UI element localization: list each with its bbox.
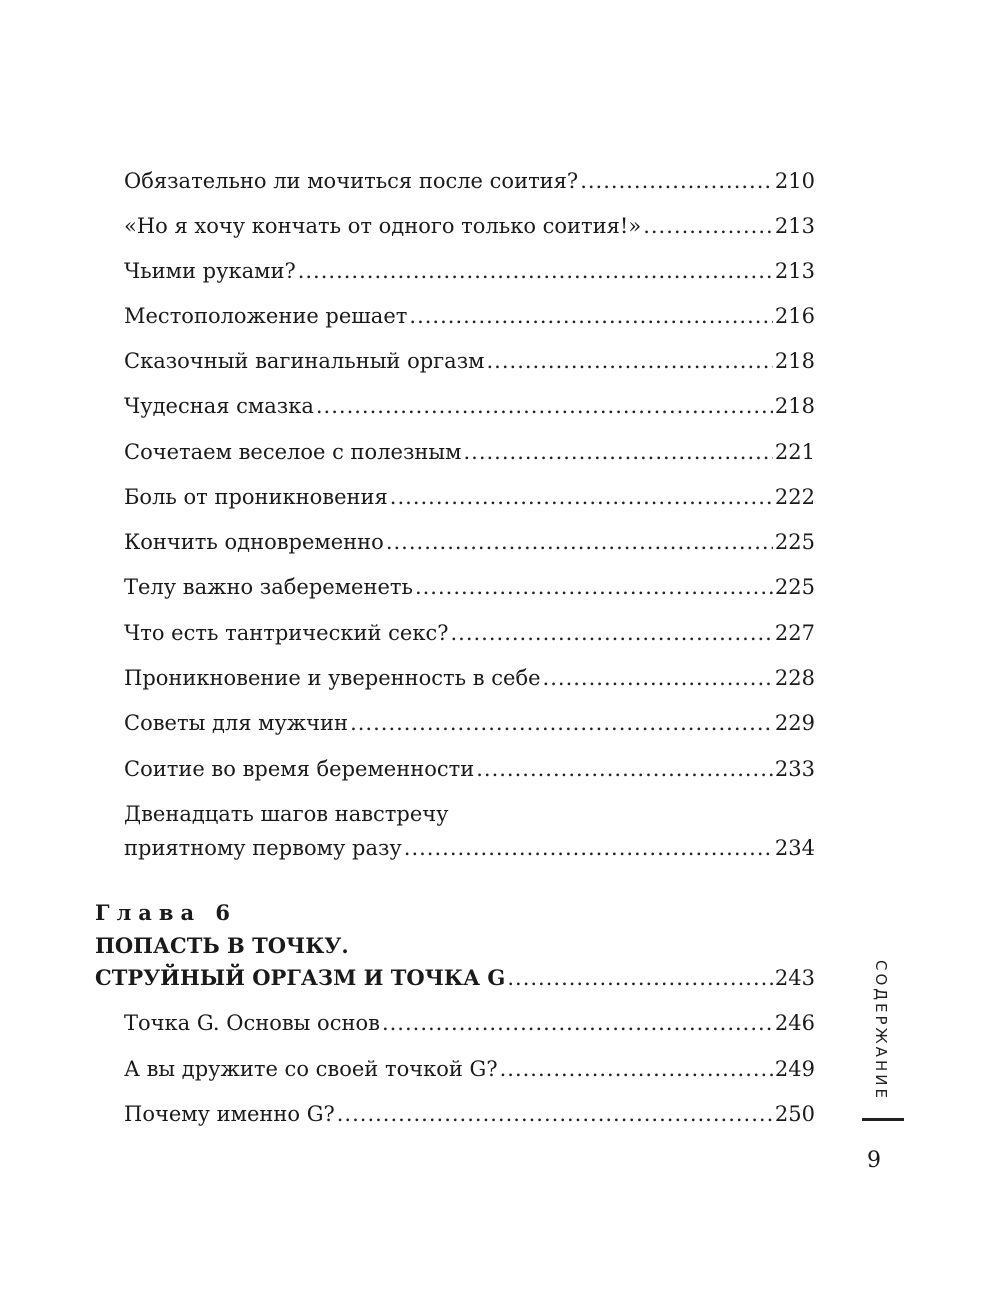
chapter-title-line2: СТРУЙНЫЙ ОРГАЗМ И ТОЧКА G	[95, 965, 506, 990]
toc-entry	[124, 525, 815, 559]
toc-entry	[124, 616, 815, 650]
toc-leader-dots	[382, 1006, 773, 1040]
toc-leader-dots	[476, 752, 773, 786]
toc-entry-title: «Но я хочу кончать от одного только соития!»	[124, 214, 642, 238]
toc-entry-title: Телу важно забеременеть	[124, 575, 413, 599]
toc-entry	[124, 1097, 815, 1131]
toc-leader-dots	[643, 209, 773, 243]
toc-entry	[124, 570, 815, 604]
toc-entry-page: 228	[774, 666, 815, 690]
toc-entry-title: Сочетаем веселое с полезным	[124, 440, 462, 464]
toc-leader-dots	[404, 831, 773, 865]
toc-entry-title-line1: Двенадцать шагов навстречу	[124, 802, 449, 826]
toc-entry-page: 225	[774, 530, 815, 554]
toc-entry-page: 210	[774, 169, 815, 193]
toc-entry	[124, 344, 815, 378]
chapter-page: 243	[774, 966, 815, 990]
toc-entry-title: Кончить одновременно	[124, 530, 384, 554]
toc-entry	[124, 1052, 815, 1086]
toc-entry-title: Чьими руками?	[124, 259, 296, 283]
toc-entry-page: 250	[774, 1102, 815, 1126]
toc-entry-page: 218	[774, 394, 815, 418]
toc-entry-title: Чудесная смазка	[124, 394, 314, 418]
section-divider	[862, 1118, 904, 1121]
toc-entry	[124, 389, 815, 423]
toc-leader-dots	[386, 525, 773, 559]
toc-entry	[124, 164, 815, 198]
toc-leader-dots	[543, 661, 773, 695]
toc-entry-page: 249	[774, 1057, 815, 1081]
toc-entry-title: Боль от проникновения	[124, 485, 388, 509]
toc-entry-title: Соитие во время беременности	[124, 757, 475, 781]
toc-leader-dots	[350, 706, 773, 740]
toc-entry-multiline	[124, 797, 815, 865]
toc-entry-page: 216	[774, 304, 815, 328]
toc-entry-title: Почему именно G?	[124, 1102, 335, 1126]
toc-entry-page: 246	[774, 1011, 815, 1035]
toc-leader-dots	[390, 480, 773, 514]
toc-leader-dots	[337, 1097, 773, 1131]
toc-entry	[124, 209, 815, 243]
running-section-label: СОДЕРЖАНИЕ	[872, 960, 890, 1101]
toc-leader-dots	[487, 344, 773, 378]
toc-entry-page: 222	[774, 485, 815, 509]
toc-leader-dots	[450, 616, 772, 650]
toc-entry-title: Местоположение решает	[124, 304, 408, 328]
toc-entry	[124, 435, 815, 469]
chapter-title-line1: ПОПАСТЬ В ТОЧКУ.	[95, 933, 349, 958]
toc-leader-dots	[500, 1052, 773, 1086]
toc-entry	[124, 1006, 815, 1040]
toc-entry-title: Советы для мужчин	[124, 711, 349, 735]
toc-entry-title: Проникновение и уверенность в себе	[124, 666, 541, 690]
toc-entry-page: 227	[774, 621, 815, 645]
toc-leader-dots	[409, 299, 773, 333]
toc-entry	[124, 254, 815, 288]
toc-entry-page: 233	[774, 757, 815, 781]
toc-entry-title: А вы дружите со своей точкой G?	[124, 1057, 498, 1081]
toc-entry-title: Сказочный вагинальный оргазм	[124, 349, 485, 373]
toc-entry	[124, 480, 815, 514]
toc-leader-dots	[463, 435, 772, 469]
toc-entry-title: Что есть тантрический секс?	[124, 621, 449, 645]
toc-entry-page: 213	[774, 214, 815, 238]
toc-entry	[124, 706, 815, 740]
toc-entry-page: 229	[774, 711, 815, 735]
toc-entry-title: Точка G. Основы основ	[124, 1011, 380, 1035]
toc-entry-title-line2: приятному первому разу	[124, 836, 402, 860]
toc-entry	[124, 752, 815, 786]
toc-entry-page: 221	[774, 440, 815, 464]
toc-entry-page: 213	[774, 259, 815, 283]
toc-entry-page: 218	[774, 349, 815, 373]
chapter-label: Глава 6	[95, 900, 238, 925]
toc-leader-dots	[580, 164, 773, 198]
toc-leader-dots	[415, 570, 773, 604]
toc-entry-page: 225	[774, 575, 815, 599]
toc-entry	[124, 299, 815, 333]
toc-leader-dots	[507, 961, 773, 995]
chapter-entry	[95, 961, 815, 995]
toc-leader-dots	[316, 389, 773, 423]
toc-entry	[124, 661, 815, 695]
page-number: 9	[867, 1148, 881, 1173]
toc-entry-title: Обязательно ли мочиться после соития?	[124, 169, 579, 193]
toc-leader-dots	[298, 254, 773, 288]
toc-entry-page: 234	[774, 836, 815, 860]
